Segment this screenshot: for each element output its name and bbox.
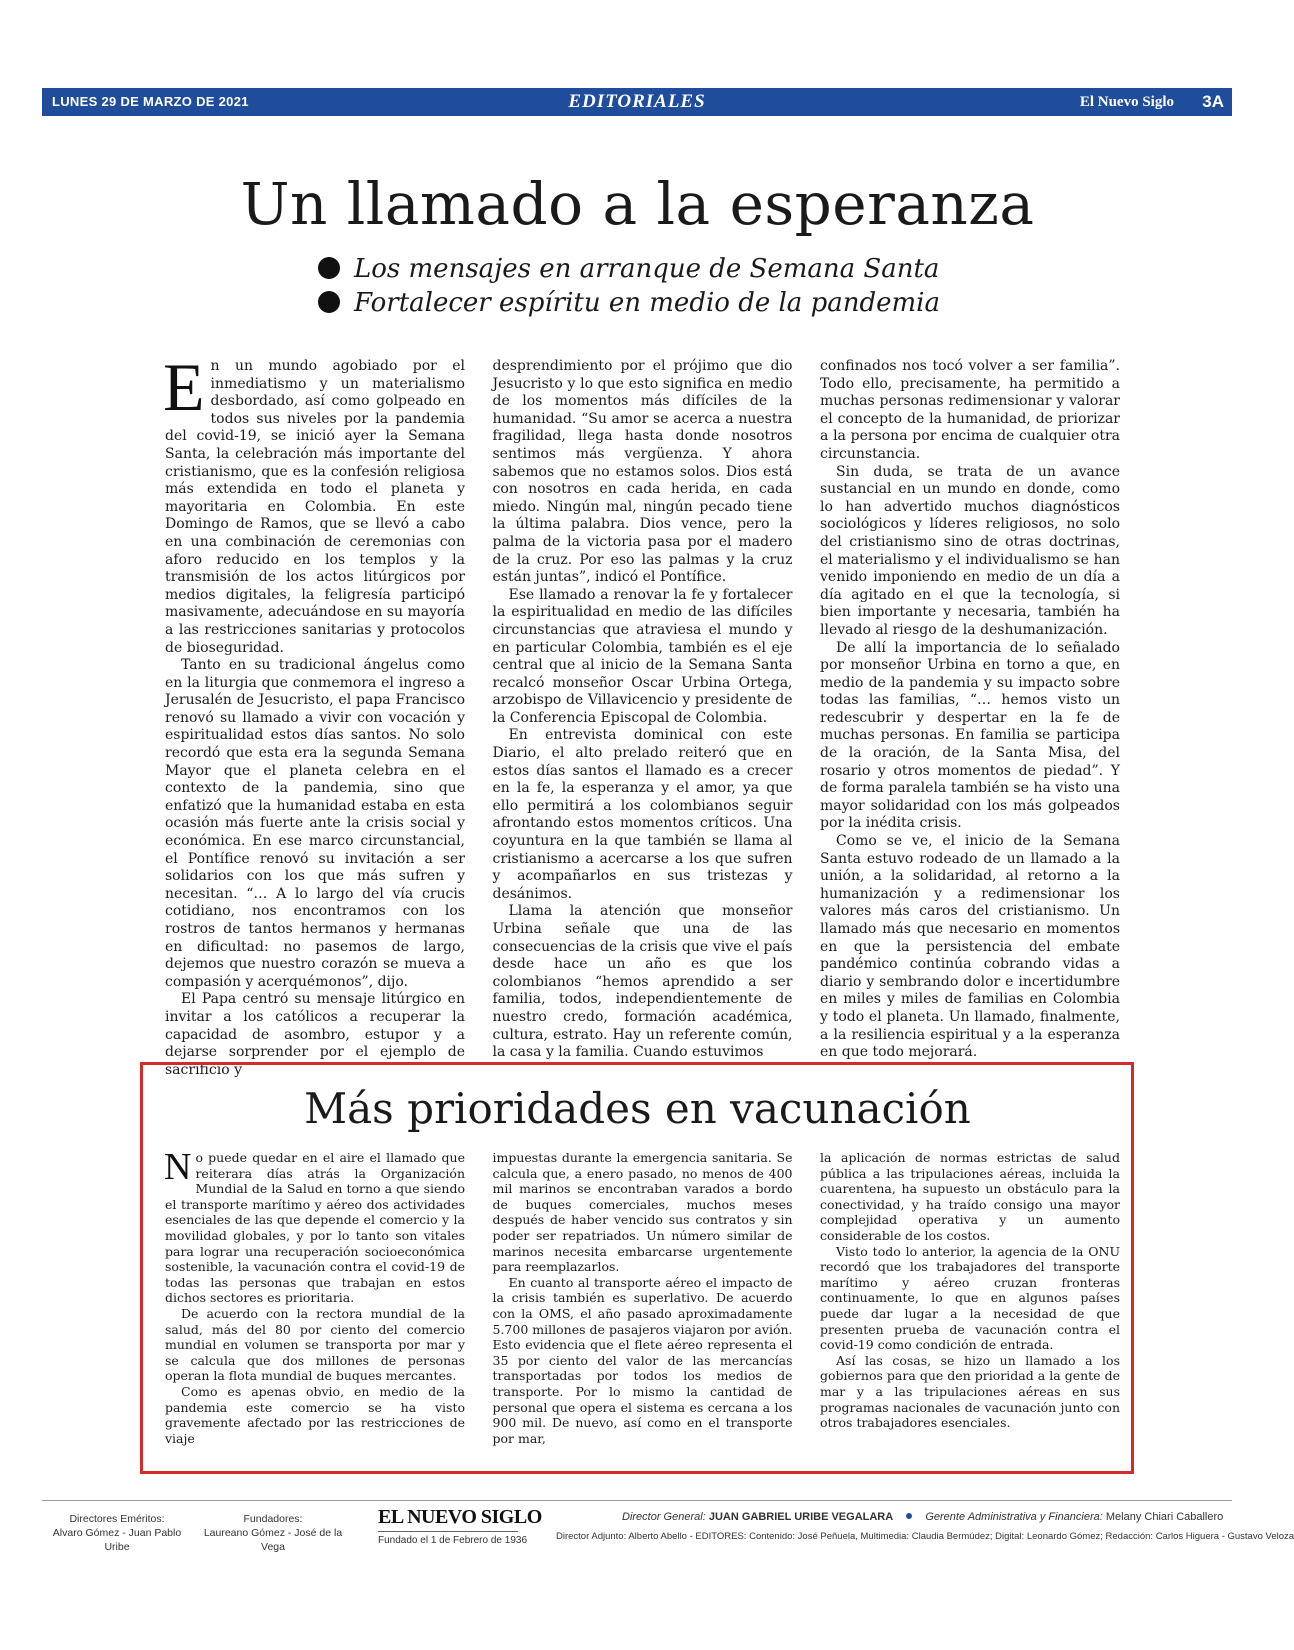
editorial-1-subheads — [318, 252, 940, 320]
footer-divider — [42, 1500, 1232, 1501]
paragraph: Tanto en su tradicional ángelus como en la liturgia que conmemora el ingreso a Jerusalén de Jesucristo, el papa Francisco renovó su llamado a vivir con vocación y espiritualidad estos días santos. No solo recordó que esta era la segunda Semana Mayor que el planeta celebra en el contexto de la pandemia, sino que enfatizó que la humanidad estaba en esta ocasión más fuerte ante la crisis social y económica. En ese marco circunstancial, el Pontífice renovó su invitación a ser solidarios con los que más sufren y necesitan. “… A lo largo del vía crucis cotidiano, nos encontramos con los rostros de tantos hermanos y hermanas en dificultad: no pasemos de largo, dejemos que nuestro corazón se mueva a compasión y acerquémonos”, dijo. — [165, 657, 465, 990]
paragraph: desprendimiento por el prójimo que dio Jesucristo y lo que esto significa en medio de los momentos más difíciles de la humanidad. “Su amor se acerca a nuestra fragilidad, llega hasta donde nosotros sentimos más vergüenza. Y ahora sabemos que no estamos solos. Dios está con nosotros en cada herida, en cada miedo. Ningún mal, ningún pecado tiene la última palabra. Dios vence, pero la palma de la victoria pasa por el madero de la cruz. Por eso las palmas y la cruz están juntas”, indicó el Pontífice. — [492, 358, 793, 586]
subhead-text: Los mensajes en arranque de Semana Santa — [354, 254, 940, 284]
director-general-name: JUAN GABRIEL URIBE VEGALARA — [708, 1511, 894, 1523]
masthead-bar — [42, 88, 1232, 116]
paragraph: En cuanto al transporte aéreo el impacto de la crisis también es superlativo. De acuerdo con la OMS, el año pasado aproximadamente 5.700 millones de pasajeros viajaron por avión. Esto evidencia que el flete aéreo representa el 35 por ciento del valor de las mercancías transportadas por todos los medios de transporte. Por lo mismo la cantidad de personal que opera el sistema es cercana a los 900 mil. De nuevo, así como en el transporte por mar, — [492, 1274, 793, 1446]
page-number: 3A — [1202, 92, 1224, 111]
paragraph: Sin duda, se trata de un avance sustancial en un mundo en donde, como lo han advertido muchos diagnósticos sociológicos y líderes religiosos, no solo del cristianismo sino de otras doctrinas, el materialismo y el individualismo se han venido imponiendo en medio de un día a día agitado en el que la tecnología, si bien importante y necesaria, también ha llevado al riesgo de la deshumanización. — [820, 463, 1120, 638]
editorial-2-column-3 — [820, 1150, 1120, 1450]
paragraph: Visto todo lo anterior, la agencia de la ONU recordó que los trabajadores del transporte marítimo y aéreo cruzan fronteras continuamente, lo que en algunos países puede dar lugar a la necesidad de que presenten prueba de vacunación contra el covid-19 como condición de entrada. — [820, 1243, 1120, 1353]
paragraph — [163, 349, 465, 657]
footer-founded: Fundado el 1 de Febrero de 1936 — [378, 1535, 527, 1546]
paragraph: De allí la importancia de lo señalado por monseñor Urbina en torno a que, en medio de la pandemia y su impacto sobre todas las familias, “… hemos visto un redescubrir y despertar en la fe de muchas personas. En familia se participa de la oración, de la Santa Misa, del rosario y otros momentos de piedad”. Y de forma paralela también se ha visto una mayor solidaridad con los más golpeados por la inédita crisis. — [820, 639, 1120, 832]
footer-logo: EL NUEVO SIGLO — [378, 1506, 542, 1528]
editorial-2-column-2 — [493, 1150, 793, 1450]
separator-dot-icon — [906, 1513, 912, 1519]
directores-names: Alvaro Gómez - Juan Pablo Uribe — [52, 1527, 182, 1553]
editorial-1-column-2 — [492, 358, 793, 1061]
paragraph: Llama la atención que monseñor Urbina señale que una de las consecuencias de la crisis que vive el país desde hace un año es que los colombianos “hemos aprendido a ser familia, todos, independientemente de nuestro credo, formación académica, cultura, estrato. Hay un referente común, la casa y la familia. Cuando estuvimos — [492, 903, 793, 1061]
subhead-text: Fortalecer espíritu en medio de la pandemia — [354, 288, 940, 318]
fundadores-names: Laureano Gómez - José de la Vega — [203, 1527, 343, 1553]
drop-cap: E — [163, 349, 205, 425]
footer-logo-rule — [378, 1531, 518, 1532]
paragraph: Así las cosas, se hizo un llamado a los gobiernos para que den prioridad a la gente de mar y a las tripulaciones aéreas en sus programas nacionales de vacunación junto con otros trabajadores esenciales. — [820, 1352, 1120, 1431]
paragraph-text: o puede quedar en el aire el llamado que reiterara días atrás la Organización Mundial de la Salud en torno a que siendo el transporte marítimo y aéreo dos actividades esenciales de las que depende el comercio y la movilidad globales, y por lo tanto son vitales para lograr una recuperación socioeconómica sostenible, la vacunación contra el covid-19 de todas las personas que trabajan en estos dichos sectores es prioritaria. — [165, 1150, 465, 1306]
paragraph-text: n un mundo agobiado por el inmediatismo y un materialismo desbordado, así como golpeado en todos sus niveles por la pandemia del covid-19, se inició ayer la Semana Santa, la celebración más importante del cristianismo, que es la confesión religiosa más extendida en todo el planeta y mayoritaria en Colombia. En este Domingo de Ramos, que se llevó a cabo en una combinación de ceremonias con aforo reducido en los templos y la transmisión de los actos litúrgicos por medios digitales, la feligresía participó masivamente, adecuándose en su mayoría a las restricciones sanitarias y protocolos de bioseguridad. — [165, 358, 465, 656]
paragraph: impuestas durante la emergencia sanitaria. Se calcula que, a enero pasado, no menos de 400 mil marinos se encontraban varados a bordo de buques comerciales, muchos meses después de haber vencido sus contratos y sin poder ser repatriados. Un número similar de marinos necesita embarcarse urgentemente para reemplazarlos. — [492, 1150, 793, 1275]
editorial-2-column-1 — [164, 1146, 465, 1450]
footer-fundadores — [198, 1512, 348, 1554]
footer-management — [622, 1510, 1223, 1524]
issue-date: LUNES 29 DE MARZO DE 2021 — [52, 94, 249, 109]
editorial-2-title: Más prioridades en vacunación — [304, 1084, 971, 1133]
footer-directores — [42, 1512, 192, 1554]
footer-staff: Director Adjunto: Alberto Abello - EDITORES: Contenido: José Peñuela, Multimedia: Claudia Bermúdez; Digital: Leonardo Gómez; Redacción: Carlos Higuera - Gustavo Veloza — [556, 1531, 1294, 1542]
paragraph: la aplicación de normas estrictas de salud pública a las tripulaciones aéreas, incluida la cuarentena, ha supuesto un obstáculo para la conectividad, y ha traído consigo una mayor complejidad operativa y un aumento considerable de los costos. — [820, 1150, 1120, 1243]
editorial-2-body — [164, 1146, 1120, 1450]
paragraph: confinados nos tocó volver a ser familia”. Todo ello, precisamente, ha permitido a muchas personas redimensionar y valorar el concepto de la humanidad, de priorizar a la persona por encima de cualquier otra circunstancia. — [820, 358, 1120, 462]
editorial-1-title: Un llamado a la esperanza — [240, 170, 1035, 238]
paragraph: Ese llamado a renovar la fe y fortalecer la espiritualidad en medio de las difíciles circunstancias que atraviesa el mundo y en particular Colombia, también es el eje central que al inicio de la Semana Santa recalcó monseñor Oscar Urbina Ortega, arzobispo de Villavicencio y presidente de la Conferencia Episcopal de Colombia. — [492, 586, 793, 726]
directores-label: Directores Eméritos: — [69, 1513, 165, 1525]
paragraph: Como se ve, el inicio de la Semana Santa estuvo rodeado de un llamado a la unión, a la solidaridad, al retorno a la humanización y a redimensionar los valores más caros del cristianismo. Un llamado más que necesario en momentos en que la persistencia del embate pandémico continúa cobrando vidas a diario y sembrando dolor e incertidumbre en miles y miles de familias en Colombia y todo el planeta. Un llamado, finalmente, a la resiliencia espiritual y a la esperanza en que todo mejorará. — [820, 833, 1120, 1061]
subhead-item — [318, 286, 940, 320]
paragraph: En entrevista dominical con este Diario, el alto prelado reiteró que en estos días santos el llamado es a crecer en la fe, la esperanza y el amor, ya que ello permitirá a los colombianos seguir afrontando estos momentos críticos. Una coyuntura en la que también se llama al cristianismo a acercarse a los que sufren y acompañarlos en sus tristezas y desánimos. — [492, 727, 793, 902]
editorial-1-column-1 — [163, 349, 465, 1078]
brand-name: El Nuevo Siglo — [1079, 94, 1174, 110]
subhead-item — [318, 252, 940, 286]
paragraph — [164, 1146, 465, 1306]
fundadores-label: Fundadores: — [243, 1513, 303, 1525]
gerente-name: Melany Chiari Caballero — [1105, 1511, 1224, 1523]
paragraph: El Papa centró su mensaje litúrgico en invitar a los católicos a recuperar la capacidad de asombro, estupor y a dejarse sorprender por el ejemplo de sacrificio y — [165, 991, 465, 1078]
editorial-1-body — [163, 349, 1120, 1078]
editorial-1-column-3 — [820, 358, 1120, 1061]
drop-cap: N — [164, 1146, 192, 1188]
section-title: EDITORIALES — [568, 91, 706, 112]
gerente-label: Gerente Administrativa y Financiera: — [925, 1511, 1103, 1523]
bullet-icon — [318, 257, 340, 279]
paragraph: De acuerdo con la rectora mundial de la salud, más del 80 por ciento del comercio mundial en volumen se transporta por mar y se calcula que dos millones de personas operan la flota mundial de buques mercantes. — [165, 1305, 465, 1384]
paragraph: Como es apenas obvio, en medio de la pandemia este comercio se ha visto gravemente afectado por las restricciones de viaje — [165, 1383, 465, 1446]
bullet-icon — [318, 291, 340, 313]
director-general-label: Director General: — [622, 1511, 706, 1523]
